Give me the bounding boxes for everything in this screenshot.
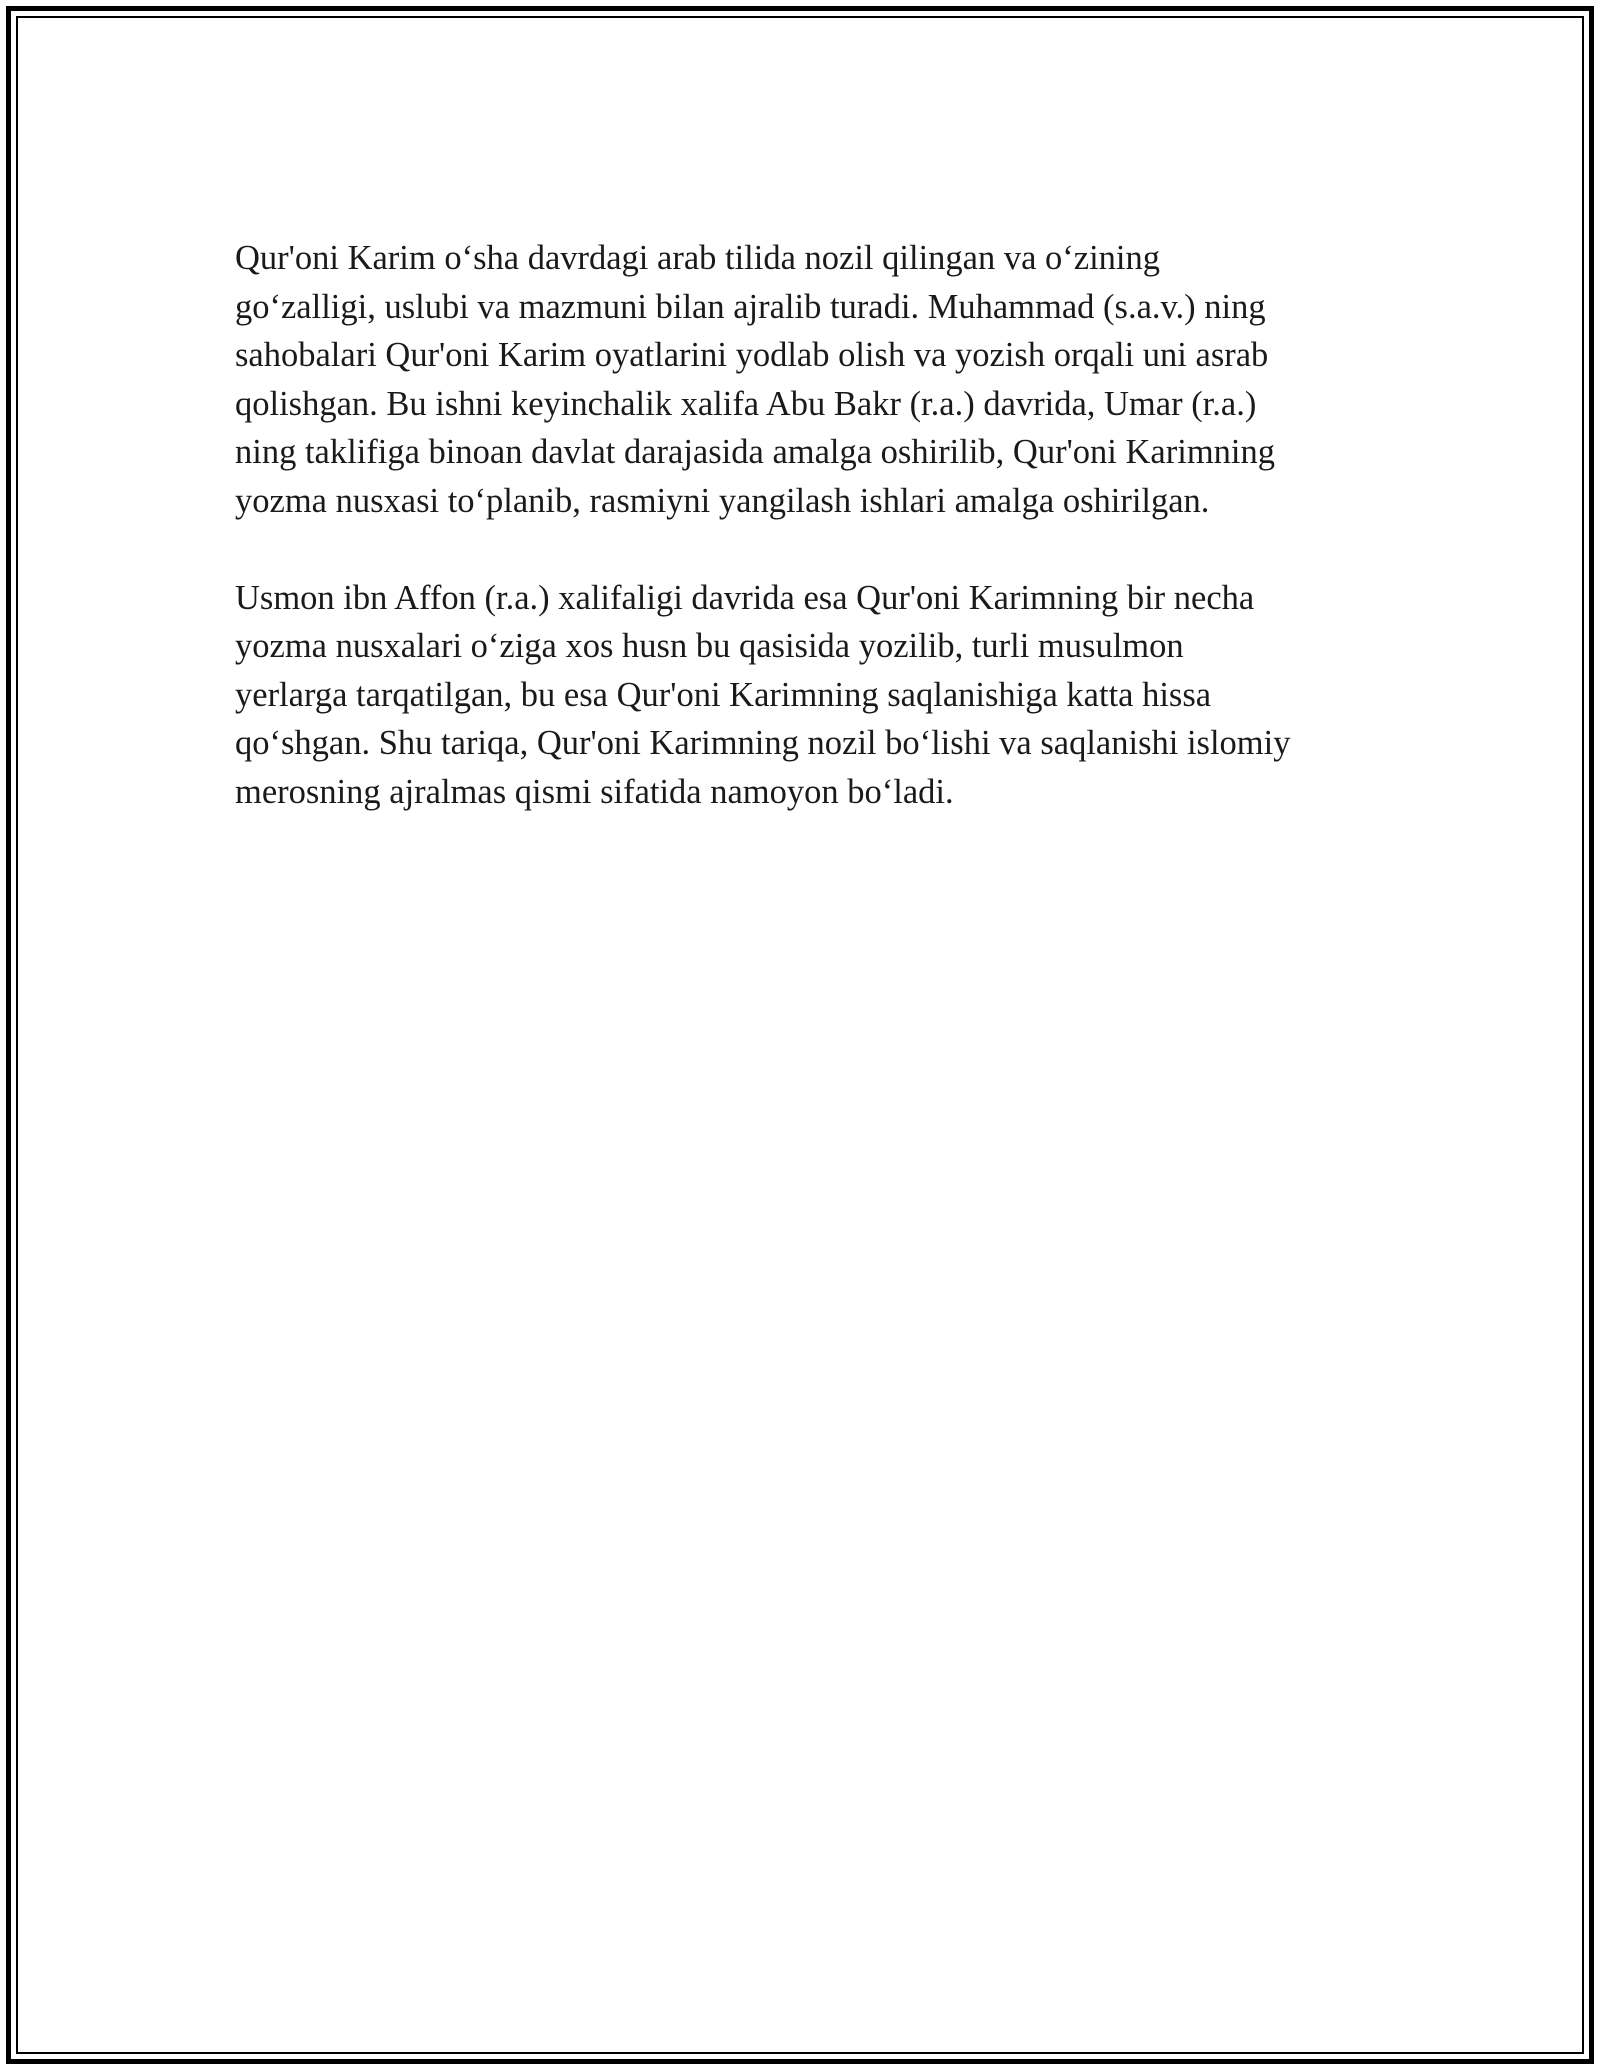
text-line: Usmon ibn Affon (r.a.) xalifaligi davrida esa Qur'oni Karimning bir necha <box>235 578 1255 617</box>
text-line: qo‘shgan. Shu tariqa, Qur'oni Karimning nozil bo‘lishi va saqlanishi islomiy <box>235 724 1291 762</box>
text-line: qolishgan. Bu ishni keyinchalik xalifa Abu Bakr (r.a.) davrida, Umar (r.a.) <box>235 384 1257 423</box>
text-line: yozma nusxalari o‘ziga xos husn bu qasisida yozilib, turli musulmon <box>235 627 1184 665</box>
text-line: merosning ajralmas qismi sifatida namoyon bo‘ladi. <box>235 772 954 811</box>
text-line: sahobalari Qur'oni Karim oyatlarini yodlab olish va yozish orqali uni asrab <box>235 336 1269 374</box>
text-line: Qur'oni Karim o‘sha davrdagi arab tilida nozil qilingan va o‘zining <box>235 239 1160 277</box>
document-body <box>235 234 1375 816</box>
text-line: ning taklifiga binoan davlat darajasida amalga oshirilib, Qur'oni Karimning <box>235 433 1275 471</box>
text-line: yerlarga tarqatilgan, bu esa Qur'oni Karimning saqlanishiga katta hissa <box>235 675 1212 714</box>
text-line: go‘zalligi, uslubi va mazmuni bilan ajralib turadi. Muhammad (s.a.v.) ning <box>235 287 1266 326</box>
text-line: yozma nusxasi to‘planib, rasmiyni yangilash ishlari amalga oshirilgan. <box>235 481 1210 520</box>
paragraph-1 <box>235 234 1375 525</box>
paragraph-2 <box>235 574 1375 817</box>
